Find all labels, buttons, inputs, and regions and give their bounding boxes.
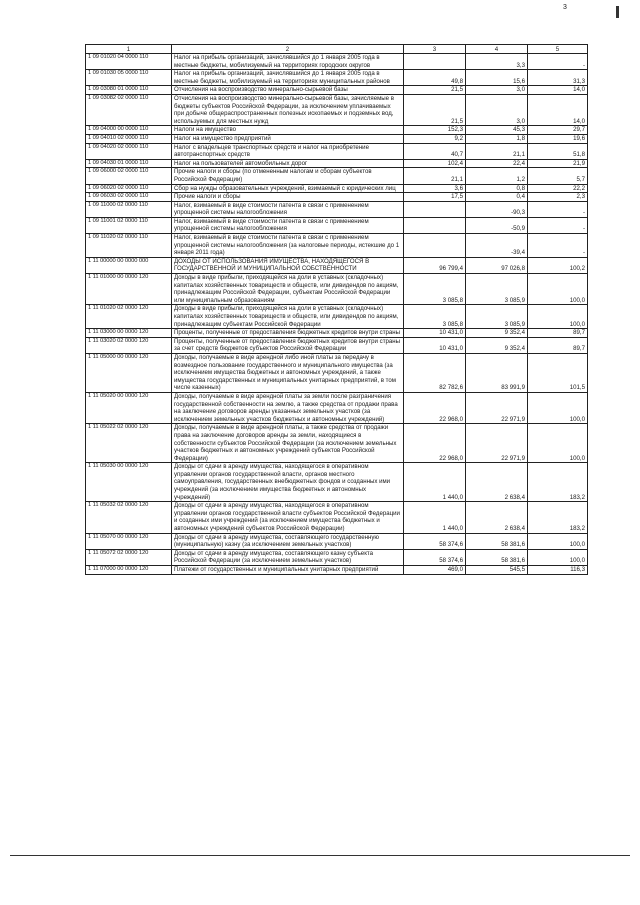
revenue-name-cell: Налог на пользователей автомобильных дорог — [172, 159, 404, 168]
value-col-4-cell: -39,4 — [466, 234, 528, 258]
table-row — [86, 353, 588, 392]
budget-code-cell: 1 11 05030 00 0000 120 — [86, 463, 172, 502]
revenue-name-cell: Доходы в виде прибыли, приходящейся на доли в уставных (складочных) капиталах хозяйственных товариществ и обществ, или дивидендов по акциям, принадлежащим Российской Федерации, субъектам Российской Федерации или муниципальным образованиям — [172, 274, 404, 305]
table-row — [86, 94, 588, 125]
revenue-name-cell: Проценты, полученные от предоставления бюджетных кредитов внутри страны — [172, 329, 404, 338]
value-col-5-cell: 100,0 — [528, 392, 588, 423]
budget-code-cell: 1 09 03080 01 0000 110 — [86, 86, 172, 95]
revenue-name-cell: Налог, взимаемый в виде стоимости патента в связи с применением упрощенной системы налогообложения — [172, 217, 404, 233]
table-header-row — [86, 45, 588, 54]
budget-code-cell: 1 09 11020 02 0000 110 — [86, 234, 172, 258]
value-col-3-cell: 21,1 — [404, 168, 466, 184]
revenue-name-cell: Налог с владельцев транспортных средств и налог на приобретение автотранспортных средств — [172, 143, 404, 159]
budget-code-cell: 1 11 07000 00 0000 120 — [86, 566, 172, 575]
value-col-3-cell: 96 799,4 — [404, 257, 466, 273]
budget-code-cell: 1 11 05020 00 0000 120 — [86, 392, 172, 423]
table-row — [86, 193, 588, 202]
value-col-4-cell: 97 026,8 — [466, 257, 528, 273]
value-col-5-cell: 51,8 — [528, 143, 588, 159]
value-col-4-cell: 45,3 — [466, 126, 528, 135]
value-col-5-cell: - — [528, 201, 588, 217]
value-col-3-cell: 58 374,6 — [404, 533, 466, 549]
budget-code-cell: 1 09 03082 02 0000 110 — [86, 94, 172, 125]
value-col-3-cell: 58 374,6 — [404, 549, 466, 565]
revenue-name-cell: Платежи от государственных и муниципальных унитарных предприятий — [172, 566, 404, 575]
table-row — [86, 337, 588, 353]
value-col-5-cell: 19,6 — [528, 134, 588, 143]
revenue-name-cell: Доходы от сдачи в аренду имущества, составляющего государственную (муниципальную) казну (за исключением земельных участков) — [172, 533, 404, 549]
value-col-3-cell — [404, 217, 466, 233]
revenue-name-cell: Налог, взимаемый в виде стоимости патента в связи с применением упрощенной системы налогообложения — [172, 201, 404, 217]
table-row — [86, 159, 588, 168]
value-col-4-cell: 22 971,9 — [466, 392, 528, 423]
value-col-3-cell: 22 968,0 — [404, 392, 466, 423]
value-col-4-cell: 3 085,9 — [466, 305, 528, 329]
page-bottom-rule — [10, 855, 630, 856]
value-col-4-cell: 58 381,6 — [466, 549, 528, 565]
revenue-name-cell: Прочие налоги и сборы — [172, 193, 404, 202]
value-col-3-cell: 21,5 — [404, 86, 466, 95]
budget-code-cell: 1 09 04020 02 0000 110 — [86, 143, 172, 159]
table-row — [86, 217, 588, 233]
budget-code-cell: 1 09 04000 00 0000 110 — [86, 126, 172, 135]
revenue-name-cell: Доходы от сдачи в аренду имущества, составляющего казну субъекта Российской Федерации (за исключением земельных участков) — [172, 549, 404, 565]
budget-code-cell: 1 09 06000 02 0000 110 — [86, 168, 172, 184]
value-col-3-cell: 1 440,0 — [404, 463, 466, 502]
value-col-4-cell: -90,3 — [466, 201, 528, 217]
value-col-5-cell: 100,0 — [528, 533, 588, 549]
revenue-name-cell: Проценты, полученные от предоставления бюджетных кредитов внутри страны за счет средств бюджетов субъектов Российской Федерации — [172, 337, 404, 353]
value-col-4-cell: 9 352,4 — [466, 337, 528, 353]
budget-revenue-table — [85, 44, 588, 575]
value-col-3-cell — [404, 234, 466, 258]
value-col-4-cell: 3 085,9 — [466, 274, 528, 305]
value-col-5-cell: 5,7 — [528, 168, 588, 184]
budget-code-cell: 1 11 05070 00 0000 120 — [86, 533, 172, 549]
value-col-5-cell: 22,2 — [528, 184, 588, 193]
value-col-3-cell: 152,3 — [404, 126, 466, 135]
table-row — [86, 533, 588, 549]
value-col-5-cell: 31,3 — [528, 70, 588, 86]
value-col-5-cell: 100,0 — [528, 549, 588, 565]
table-row — [86, 126, 588, 135]
value-col-5-cell: - — [528, 234, 588, 258]
value-col-4-cell: 21,1 — [466, 143, 528, 159]
budget-code-cell: 1 11 05072 02 0000 120 — [86, 549, 172, 565]
table-row — [86, 201, 588, 217]
value-col-5-cell: 89,7 — [528, 329, 588, 338]
table-row — [86, 274, 588, 305]
value-col-4-cell: 9 352,4 — [466, 329, 528, 338]
table-row — [86, 134, 588, 143]
value-col-5-cell: 14,0 — [528, 86, 588, 95]
value-col-5-cell: 89,7 — [528, 337, 588, 353]
value-col-5-cell: 183,2 — [528, 463, 588, 502]
value-col-4-cell: 22 971,9 — [466, 424, 528, 463]
budget-code-cell: 1 09 01020 04 0000 110 — [86, 54, 172, 70]
value-col-4-cell: 58 381,6 — [466, 533, 528, 549]
value-col-3-cell: 102,4 — [404, 159, 466, 168]
table-row — [86, 234, 588, 258]
table-row — [86, 54, 588, 70]
budget-code-cell: 1 11 03000 00 0000 120 — [86, 329, 172, 338]
table-row — [86, 168, 588, 184]
table-row — [86, 86, 588, 95]
header-col-1: 1 — [86, 45, 172, 54]
budget-code-cell: 1 09 11000 02 0000 110 — [86, 201, 172, 217]
value-col-5-cell: 116,3 — [528, 566, 588, 575]
header-col-4: 4 — [466, 45, 528, 54]
value-col-3-cell: 10 431,0 — [404, 337, 466, 353]
value-col-5-cell: - — [528, 217, 588, 233]
value-col-4-cell: 3,0 — [466, 86, 528, 95]
table-row — [86, 305, 588, 329]
table-row — [86, 566, 588, 575]
table-row — [86, 392, 588, 423]
budget-code-cell: 1 11 00000 00 0000 000 — [86, 257, 172, 273]
scan-artifact-mark — [616, 6, 619, 18]
value-col-5-cell: 100,0 — [528, 305, 588, 329]
table-row — [86, 184, 588, 193]
value-col-4-cell: 0,4 — [466, 193, 528, 202]
budget-code-cell: 1 11 05032 02 0000 120 — [86, 502, 172, 533]
table-row — [86, 329, 588, 338]
revenue-name-cell: Доходы от сдачи в аренду имущества, находящегося в оперативном управлении органов государственной власти субъектов Российской Федерации и созданных ими учреждений (за исключением имущества бюджетных и автономных учреждений субъектов Российской Федерации) — [172, 502, 404, 533]
value-col-4-cell: 1,2 — [466, 168, 528, 184]
budget-code-cell: 1 09 04030 01 0000 110 — [86, 159, 172, 168]
value-col-3-cell: 9,2 — [404, 134, 466, 143]
budget-code-cell: 1 09 06020 02 0000 110 — [86, 184, 172, 193]
revenue-name-cell: Доходы от сдачи в аренду имущества, находящегося в оперативном управлении органов государственной власти, органов местного самоуправления, государственных внебюджетных фондов и созданных ими учреждений (за исключением имущества бюджетных и автономных учреждений) — [172, 463, 404, 502]
value-col-4-cell: 1,8 — [466, 134, 528, 143]
revenue-name-cell: Отчисления на воспроизводство минерально-сырьевой базы — [172, 86, 404, 95]
value-col-5-cell: 100,0 — [528, 274, 588, 305]
revenue-name-cell: Прочие налоги и сборы (по отмененным налогам и сборам субъектов Российской Федерации) — [172, 168, 404, 184]
budget-code-cell: 1 09 06030 02 0000 110 — [86, 193, 172, 202]
revenue-name-cell: Доходы в виде прибыли, приходящейся на доли в уставных (складочных) капиталах хозяйственных товариществ и обществ, или дивидендов по акциям, принадлежащим субъектам Российской Федерации — [172, 305, 404, 329]
value-col-4-cell: 0,8 — [466, 184, 528, 193]
value-col-3-cell: 49,8 — [404, 70, 466, 86]
value-col-3-cell: 10 431,0 — [404, 329, 466, 338]
value-col-4-cell: 22,4 — [466, 159, 528, 168]
table-row — [86, 257, 588, 273]
revenue-name-cell: Отчисления на воспроизводство минерально-сырьевой базы, зачисляемые в бюджеты субъектов Российской Федерации, за исключением уплачиваемых при добыче общераспространенных полезных ископаемых и подземных вод, используемых для местных нужд — [172, 94, 404, 125]
value-col-3-cell — [404, 54, 466, 70]
value-col-3-cell: 469,0 — [404, 566, 466, 575]
table-row — [86, 70, 588, 86]
revenue-name-cell: Налоги на имущество — [172, 126, 404, 135]
value-col-4-cell: 15,6 — [466, 70, 528, 86]
value-col-3-cell: 3 085,8 — [404, 274, 466, 305]
value-col-4-cell: -50,9 — [466, 217, 528, 233]
revenue-name-cell: Доходы, получаемые в виде арендной либо иной платы за передачу в возмездное пользование государственного и муниципального имущества (за исключением имущества бюджетных и автономных учреждений, а также имущества государственных и муниципальных унитарных предприятий, в том числе казенных) — [172, 353, 404, 392]
value-col-5-cell: 100,2 — [528, 257, 588, 273]
budget-code-cell: 1 11 01020 02 0000 120 — [86, 305, 172, 329]
header-col-5: 5 — [528, 45, 588, 54]
value-col-5-cell: 14,0 — [528, 94, 588, 125]
value-col-4-cell: 3,3 — [466, 54, 528, 70]
revenue-name-cell: Налог, взимаемый в виде стоимости патента в связи с применением упрощенной системы налогообложения (за налоговые периоды, истекшие до 1 января 2011 года) — [172, 234, 404, 258]
value-col-5-cell: 183,2 — [528, 502, 588, 533]
revenue-name-cell: Налог на прибыль организаций, зачислявшийся до 1 января 2005 года в местные бюджеты, мобилизуемый на территориях муниципальных районов — [172, 70, 404, 86]
value-col-3-cell: 21,5 — [404, 94, 466, 125]
table-row — [86, 143, 588, 159]
budget-code-cell: 1 11 05000 00 0000 120 — [86, 353, 172, 392]
value-col-3-cell: 40,7 — [404, 143, 466, 159]
value-col-4-cell: 3,0 — [466, 94, 528, 125]
budget-code-cell: 1 09 04010 02 0000 110 — [86, 134, 172, 143]
revenue-name-cell: Налог на имущество предприятий — [172, 134, 404, 143]
value-col-5-cell: 2,3 — [528, 193, 588, 202]
revenue-name-cell: Налог на прибыль организаций, зачислявшийся до 1 января 2005 года в местные бюджеты, мобилизуемый на территориях городских округов — [172, 54, 404, 70]
value-col-5-cell: - — [528, 54, 588, 70]
budget-code-cell: 1 11 01000 00 0000 120 — [86, 274, 172, 305]
value-col-5-cell: 29,7 — [528, 126, 588, 135]
value-col-5-cell: 100,0 — [528, 424, 588, 463]
revenue-name-cell: Доходы, получаемые в виде арендной платы, а также средства от продажи права на заключение договоров аренды за земли, находящиеся в собственности субъектов Российской Федерации (за исключением земельных участков бюджетных и автономных учреждений субъектов Российской Федерации) — [172, 424, 404, 463]
value-col-3-cell: 22 968,0 — [404, 424, 466, 463]
table-row — [86, 424, 588, 463]
value-col-4-cell: 2 638,4 — [466, 502, 528, 533]
value-col-3-cell — [404, 201, 466, 217]
value-col-3-cell: 82 782,6 — [404, 353, 466, 392]
revenue-name-cell: Доходы, получаемые в виде арендной платы за земли после разграничения государственной собственности на землю, а также средства от продажи права на заключение договоров аренды указанных земельных участков (за исключением земельных участков бюджетных и автономных учреждений) — [172, 392, 404, 423]
value-col-3-cell: 17,5 — [404, 193, 466, 202]
table-row — [86, 463, 588, 502]
budget-code-cell: 1 09 01030 05 0000 110 — [86, 70, 172, 86]
value-col-3-cell: 3,6 — [404, 184, 466, 193]
revenue-name-cell: Сбор на нужды образовательных учреждений, взимаемый с юридических лиц — [172, 184, 404, 193]
table-row — [86, 502, 588, 533]
table-row — [86, 549, 588, 565]
value-col-4-cell: 2 638,4 — [466, 463, 528, 502]
header-col-2: 2 — [172, 45, 404, 54]
value-col-5-cell: 21,9 — [528, 159, 588, 168]
value-col-5-cell: 101,5 — [528, 353, 588, 392]
header-col-3: 3 — [404, 45, 466, 54]
value-col-4-cell: 545,5 — [466, 566, 528, 575]
revenue-name-cell: ДОХОДЫ ОТ ИСПОЛЬЗОВАНИЯ ИМУЩЕСТВА, НАХОДЯЩЕГОСЯ В ГОСУДАРСТВЕННОЙ И МУНИЦИПАЛЬНОЙ СОБСТВЕННОСТИ — [172, 257, 404, 273]
page-number: 3 — [563, 4, 567, 11]
table-body — [86, 54, 588, 575]
budget-code-cell: 1 11 03020 02 0000 120 — [86, 337, 172, 353]
value-col-4-cell: 83 991,9 — [466, 353, 528, 392]
budget-code-cell: 1 09 11001 02 0000 110 — [86, 217, 172, 233]
budget-code-cell: 1 11 05022 02 0000 120 — [86, 424, 172, 463]
value-col-3-cell: 1 440,0 — [404, 502, 466, 533]
value-col-3-cell: 3 085,8 — [404, 305, 466, 329]
